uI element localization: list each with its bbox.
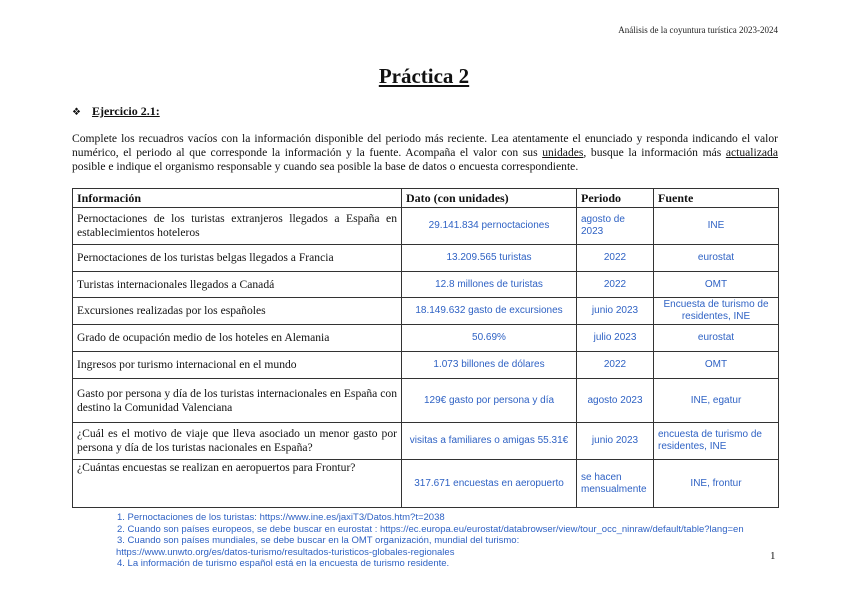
footnote-4: 4. La información de turismo español está en la encuesta de turismo residente. [117,558,450,569]
cell-fuente: OMT [654,352,779,379]
table-header-row [73,189,779,208]
intro-text-3: posible e indique el organismo responsable y cuando sea posible la base de datos o encuesta correspondiente. [72,160,579,173]
cell-dato: 317.671 encuestas en aeropuerto [402,460,577,508]
intro-text-1: Complete los recuadros vacíos con la información disponible del periodo más reciente. Lea atentamente el enunciado y responda indicando el valor numérico, el periodo al que corresponde la información y la fuente. Acompaña el valor con sus [72,132,778,159]
header-periodo: Periodo [577,189,654,208]
exercise-label: Ejercicio 2.1: [91,104,160,118]
page-number: 1 [770,550,776,562]
cell-dato: 12.8 millones de turistas [402,272,577,298]
cell-periodo: 2022 [577,272,654,298]
data-table [72,188,779,508]
table-row [73,298,779,325]
intro-paragraph [72,132,778,174]
cell-dato: 18.149.632 gasto de excursiones [402,298,577,325]
cell-info: Grado de ocupación medio de los hoteles en Alemania [73,325,402,352]
footnote-3-link: https://www.unwto.org/es/datos-turismo/resultados-turisticos-globales-regionales [116,546,455,558]
cell-fuente: Encuesta de turismo de residentes, INE [654,298,779,325]
cell-periodo: agosto 2023 [577,379,654,423]
cell-dato: 129€ gasto por persona y día [402,379,577,423]
cell-fuente: eurostat [654,325,779,352]
table-row [73,272,779,298]
cell-fuente: INE, frontur [654,460,779,508]
cell-dato: visitas a familiares o amigas 55.31€ [402,423,577,460]
cell-dato: 50.69% [402,325,577,352]
footnotes [117,512,827,570]
cell-fuente: OMT [654,272,779,298]
header-note: Análisis de la coyuntura turística 2023-2024 [618,25,778,35]
table-row [73,423,779,460]
cell-fuente: INE, egatur [654,379,779,423]
intro-text-2: , busque la información más [583,146,726,159]
table-row [73,352,779,379]
cell-periodo: 2022 [577,352,654,379]
cell-fuente: encuesta de turismo de residentes, INE [654,423,779,460]
cell-periodo: agosto de 2023 [577,208,654,245]
cell-info: ¿Cuál es el motivo de viaje que lleva asociado un menor gasto por persona y día de los turistas nacionales en España? [73,423,402,460]
cell-info: Pernoctaciones de los turistas belgas llegados a Francia [73,245,402,272]
cell-info: Ingresos por turismo internacional en el mundo [73,352,402,379]
footnote-2: 2. Cuando son países europeos, se debe buscar en eurostat : https://ec.europa.eu/eurostat/databrowser/view/tour_occ_ninraw/default/table?lang=en [117,523,744,535]
cell-dato: 29.141.834 pernoctaciones [402,208,577,245]
table-row [73,325,779,352]
cell-periodo: se hacen mensualmente [577,460,654,508]
cell-info: Turistas internacionales llegados a Canadá [73,272,402,298]
intro-underline-actualizada: actualizada [725,146,778,159]
diamond-bullet-icon: ❖ [72,107,81,118]
cell-info: ¿Cuántas encuestas se realizan en aeropuertos para Frontur? [73,460,402,508]
cell-fuente: eurostat [654,245,779,272]
intro-underline-unidades: unidades [542,146,584,159]
page-title: Práctica 2 [378,64,470,88]
cell-periodo: junio 2023 [577,423,654,460]
cell-info: Gasto por persona y día de los turistas internacionales en España con destino la Comunidad Valenciana [73,379,402,423]
cell-periodo: julio 2023 [577,325,654,352]
table-row [73,208,779,245]
table-row [73,245,779,272]
cell-periodo: 2022 [577,245,654,272]
table-row [73,379,779,423]
header-fuente: Fuente [654,189,779,208]
exercise-heading [72,104,160,119]
table-row [73,460,779,508]
header-dato: Dato (con unidades) [402,189,577,208]
cell-info: Pernoctaciones de los turistas extranjeros llegados a España en establecimientos hoteleros [73,208,402,245]
cell-dato: 13.209.565 turistas [402,245,577,272]
cell-periodo: junio 2023 [577,298,654,325]
cell-info: Excursiones realizadas por los españoles [73,298,402,325]
footnote-3: 3. Cuando son países mundiales, se debe buscar en la OMT organización, mundial del turismo: [117,535,520,546]
footnote-1: 1. Pernoctaciones de los turistas: https://www.ine.es/jaxiT3/Datos.htm?t=2038 [117,512,445,523]
cell-fuente: INE [654,208,779,245]
header-informacion: Información [73,189,402,208]
cell-dato: 1.073 billones de dólares [402,352,577,379]
